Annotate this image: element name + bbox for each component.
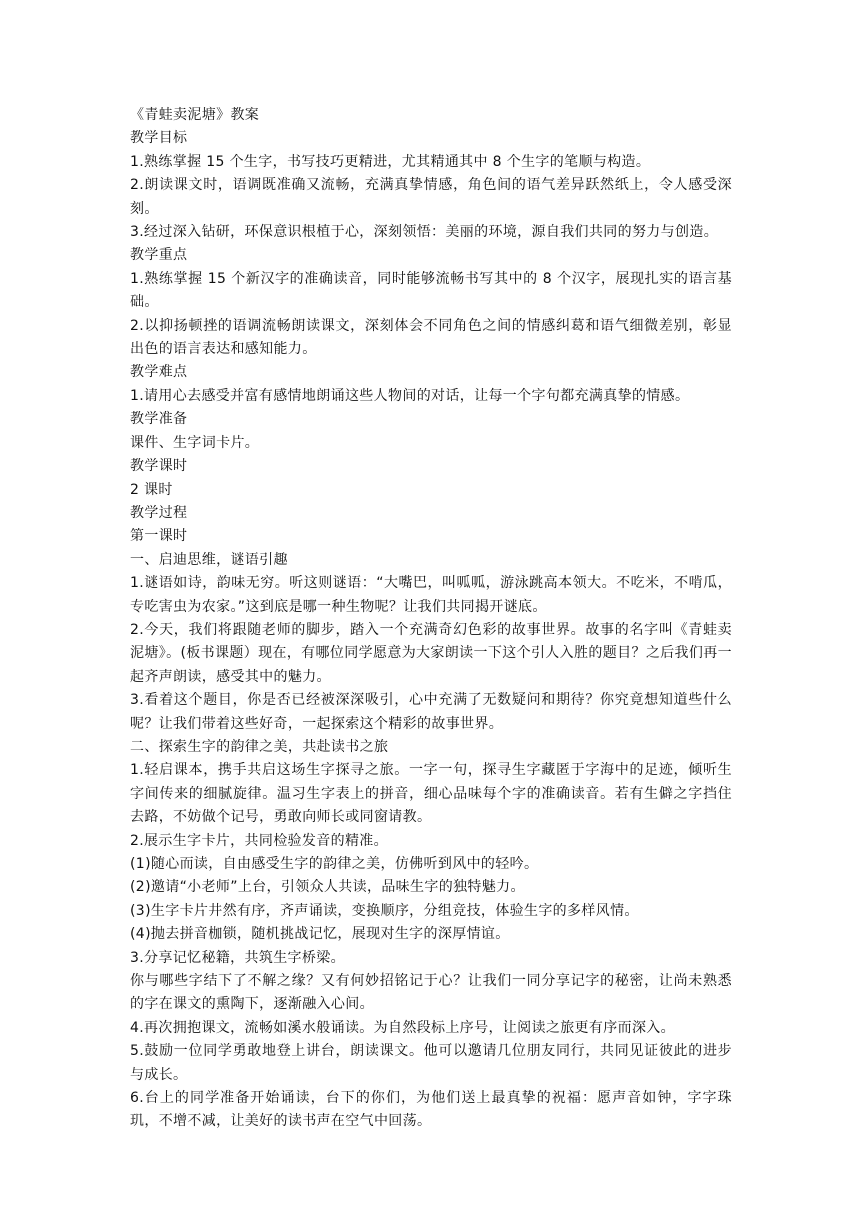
subsection-heading: 一、启迪思维，谜语引趣 [130,551,288,568]
paragraph: 你与哪些字结下了不解之缘？又有何妙招铭记于心？让我们一同分享记字的秘密，让尚未熟悉的字在课文的熏陶下，逐渐融入心间。 [130,973,732,1013]
paragraph: 1.谜语如诗，韵味无穷。听这则谜语：“大嘴巴，叫呱呱，游泳跳高本领大。不吃米，不啃瓜，专吃害虫为农家。”这到底是哪一种生物呢？让我们共同揭开谜底。 [130,575,732,615]
paragraph: 5.鼓励一位同学勇敢地登上讲台，朗读课文。他可以邀请几位朋友同行，共同见证彼此的进步与成长。 [130,1043,732,1083]
paragraph: 3.看着这个题目，你是否已经被深深吸引，心中充满了无数疑问和期待？你究竟想知道些什么呢？让我们带着这些好奇，一起探索这个精彩的故事世界。 [130,692,732,732]
paragraph: 1.熟练掌握 15 个新汉字的准确读音，同时能够流畅书写其中的 8 个汉字，展现扎实的语言基础。 [130,270,732,311]
subsection-heading: 二、探索生字的韵律之美，共赴读书之旅 [130,738,389,755]
section-heading: 教学难点 [130,364,188,381]
paragraph: 3.分享记忆秘籍，共筑生字桥梁。 [130,949,345,966]
subsection-heading: 第一课时 [130,528,188,545]
section-heading: 教学重点 [130,247,188,264]
paragraph: 1.轻启课本，携手共启这场生字探寻之旅。一字一句，探寻生字藏匿于字海中的足迹，倾听生字间传来的细腻旋律。温习生字表上的拼音，细心品味每个字的准确读音。若有生僻之字挡住去路，不妨做个记号，勇敢向师长或同窗请教。 [130,762,732,826]
paragraph: 1.熟练掌握 15 个生字，书写技巧更精进，尤其精通其中 8 个生字的笔顺与构造。 [130,153,651,170]
paragraph: 1.请用心去感受并富有感情地朗诵这些人物间的对话，让每一个字句都充满真挚的情感。 [130,387,690,404]
list-item: (1)随心而读，自由感受生字的韵律之美，仿佛听到风中的轻吟。 [130,856,539,872]
paragraph: 2.以抑扬顿挫的语调流畅朗读课文，深刻体会不同角色之间的情感纠葛和语气细微差别，彰显出色的语言表达和感知能力。 [130,317,732,358]
section-heading: 教学目标 [130,130,188,147]
section-heading: 教学过程 [130,504,188,521]
section-heading: 教学准备 [130,411,188,428]
paragraph: 2.展示生字卡片，共同检验发音的精准。 [130,832,389,849]
document-title: 《青蛙卖泥塘》教案 [130,107,260,123]
paragraph: 4.再次拥抱课文，流畅如溪水般诵读。为自然段标上序号，让阅读之旅更有序而深入。 [130,1019,676,1036]
paragraph: 2.朗读课文时，语调既准确又流畅，充满真挚情感，角色间的语气差异跃然纸上，令人感受深刻。 [130,177,732,217]
paragraph: 2 课时 [130,481,173,498]
list-item: (2)邀请“小老师”上台，引领众人共读，品味生字的独特魅力。 [130,879,525,896]
document-body [130,104,732,1134]
list-item: (4)抛去拼音枷锁，随机挑战记忆，展现对生字的深厚情谊。 [130,926,510,943]
paragraph: 2.今天，我们将跟随老师的脚步，踏入一个充满奇幻色彩的故事世界。故事的名字叫《青蛙卖泥塘》。(板书课题）现在，有哪位同学愿意为大家朗读一下这个引人入胜的题目？之后我们再一起齐声朗读，感受其中的魅力。 [130,621,732,685]
section-heading: 教学课时 [130,458,188,475]
list-item: (3)生字卡片井然有序，齐声诵读，变换顺序，分组竞技，体验生字的多样风情。 [130,902,639,919]
paragraph: 6.台上的同学准备开始诵读，台下的你们，为他们送上最真挚的祝福：愿声音如钟，字字珠玑，不增不减，让美好的读书声在空气中回荡。 [130,1090,732,1130]
paragraph: 3.经过深入钻研，环保意识根植于心，深刻领悟：美丽的环境，源自我们共同的努力与创造。 [130,224,719,241]
paragraph: 课件、生字词卡片。 [130,434,260,451]
